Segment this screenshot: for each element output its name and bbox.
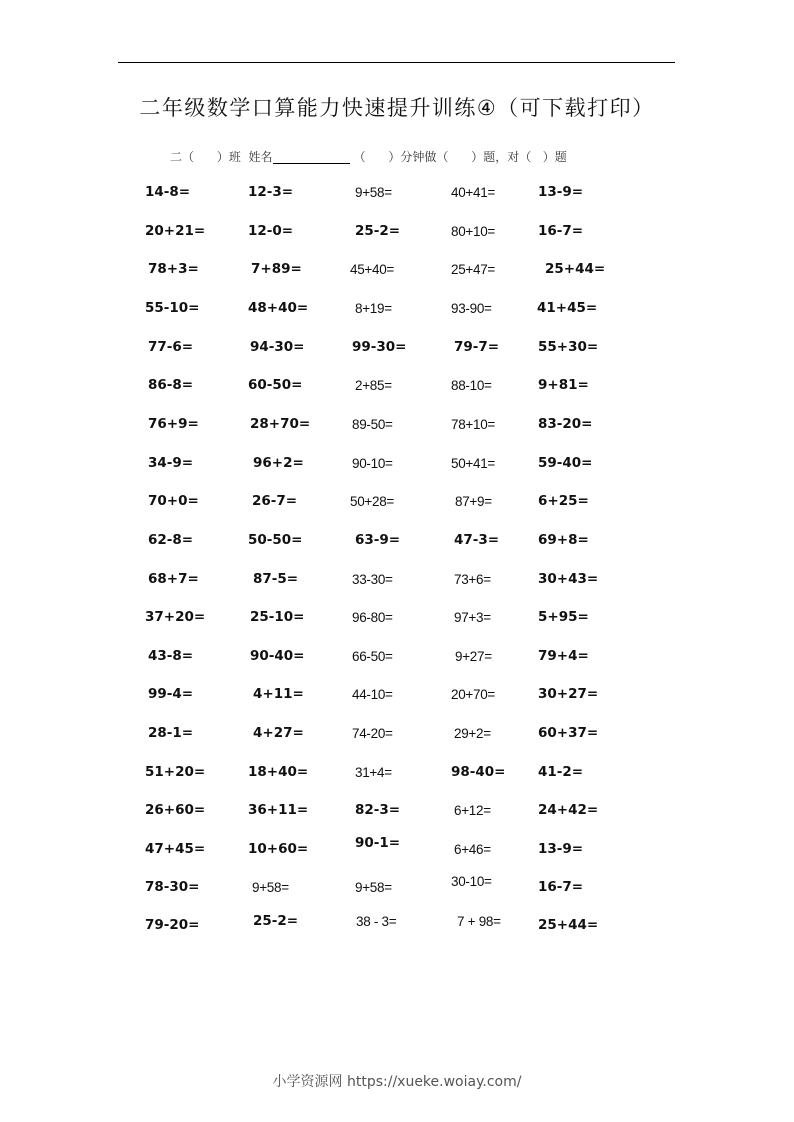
math-problem: 96-80= <box>352 610 393 625</box>
math-problem: 12-0= <box>248 223 294 239</box>
math-problem: 55+30= <box>538 339 599 355</box>
page-title: 二年级数学口算能力快速提升训练④（可下载打印） <box>139 96 655 120</box>
student-info-line <box>170 148 567 165</box>
math-problem: 66-50= <box>352 649 393 664</box>
time-score-label: （ ）分钟做（ ）题，对（ ）题 <box>353 150 567 164</box>
math-problem: 97+3= <box>454 610 491 625</box>
math-problem: 50-50= <box>248 532 303 548</box>
math-problem: 13-9= <box>538 841 584 857</box>
math-problem: 25+44= <box>545 261 606 277</box>
math-problem: 82-3= <box>355 802 401 818</box>
math-problem: 16-7= <box>538 879 584 895</box>
math-problem: 8+19= <box>355 301 392 316</box>
math-problem: 60-50= <box>248 377 303 393</box>
math-problem: 83-20= <box>538 416 593 432</box>
math-problem: 7+89= <box>251 261 302 277</box>
math-problem: 5+95= <box>538 609 589 625</box>
math-problem: 4+27= <box>253 725 304 741</box>
math-problem: 90-40= <box>250 648 305 664</box>
math-problem: 55-10= <box>145 300 200 316</box>
math-problem: 36+11= <box>248 802 309 818</box>
math-problem: 28+70= <box>250 416 311 432</box>
math-problem: 86-8= <box>148 377 194 393</box>
math-problem: 47+45= <box>145 841 206 857</box>
math-problem: 25-2= <box>253 913 299 929</box>
math-problem: 34-9= <box>148 455 194 471</box>
math-problem: 20+21= <box>145 223 206 239</box>
math-problem: 88-10= <box>451 378 492 393</box>
math-problem: 78+10= <box>451 417 495 432</box>
math-problem: 4+11= <box>253 686 304 702</box>
math-problem: 90-10= <box>352 456 393 471</box>
math-problem: 60+37= <box>538 725 599 741</box>
math-problem: 79+4= <box>538 648 589 664</box>
math-problem: 25-2= <box>355 223 401 239</box>
math-problem: 50+41= <box>451 456 495 471</box>
math-problem: 16-7= <box>538 223 584 239</box>
math-problem: 18+40= <box>248 764 309 780</box>
math-problem: 41+45= <box>537 300 598 316</box>
math-problem: 10+60= <box>248 841 309 857</box>
math-problem: 6+25= <box>538 493 589 509</box>
math-problem: 37+20= <box>145 609 206 625</box>
math-problem: 41-2= <box>538 764 584 780</box>
math-problem: 51+20= <box>145 764 206 780</box>
math-problem: 87-5= <box>253 571 299 587</box>
math-problem: 79-20= <box>145 917 200 933</box>
math-problem: 9+58= <box>355 185 392 200</box>
math-problem: 78+3= <box>148 261 199 277</box>
class-name-label: 二（ ）班 姓名 <box>170 150 273 164</box>
math-problem: 25+44= <box>538 917 599 933</box>
math-problem: 70+0= <box>148 493 199 509</box>
math-problem: 48+40= <box>248 300 309 316</box>
math-problem: 68+7= <box>148 571 199 587</box>
math-problem: 63-9= <box>355 532 401 548</box>
math-problem: 78-30= <box>145 879 200 895</box>
math-problem: 80+10= <box>451 224 495 239</box>
math-problem: 30+27= <box>538 686 599 702</box>
math-problem: 77-6= <box>148 339 194 355</box>
math-problem: 87+9= <box>455 494 492 509</box>
math-problem: 30+43= <box>538 571 599 587</box>
math-problem: 25+47= <box>451 262 495 277</box>
math-problem: 40+41= <box>451 185 495 200</box>
math-problem: 94-30= <box>250 339 305 355</box>
math-problem: 43-8= <box>148 648 194 664</box>
top-rule <box>118 62 675 63</box>
math-problem: 9+58= <box>252 880 289 895</box>
math-problem: 13-9= <box>538 184 584 200</box>
math-problem: 9+81= <box>538 377 589 393</box>
math-problem: 12-3= <box>248 184 294 200</box>
math-problem: 90-1= <box>355 835 401 851</box>
math-problem: 79-7= <box>454 339 500 355</box>
math-problem: 31+4= <box>355 765 392 780</box>
math-problem: 20+70= <box>451 687 495 702</box>
footer-watermark: 小学资源网 https://xueke.woiay.com/ <box>272 1074 522 1090</box>
math-problem: 89-50= <box>352 417 393 432</box>
math-problem: 73+6= <box>454 572 491 587</box>
math-problem: 45+40= <box>350 262 394 277</box>
name-blank[interactable] <box>273 151 350 164</box>
math-problem: 44-10= <box>352 687 393 702</box>
math-problem: 50+28= <box>350 494 394 509</box>
math-problem: 6+46= <box>454 842 491 857</box>
math-problem: 38 - 3= <box>356 914 397 929</box>
math-problem: 30-10= <box>451 874 492 889</box>
math-problem: 25-10= <box>250 609 305 625</box>
math-problem: 28-1= <box>148 725 194 741</box>
math-problem: 74-20= <box>352 726 393 741</box>
math-problem: 62-8= <box>148 532 194 548</box>
math-problem: 6+12= <box>454 803 491 818</box>
math-problem: 96+2= <box>253 455 304 471</box>
math-problem: 69+8= <box>538 532 589 548</box>
math-problem: 29+2= <box>454 726 491 741</box>
math-problem: 26-7= <box>252 493 298 509</box>
math-problem: 93-90= <box>451 301 492 316</box>
math-problem: 98-40= <box>451 764 506 780</box>
math-problem: 7 + 98= <box>457 914 501 929</box>
math-problem: 14-8= <box>145 184 191 200</box>
math-problem: 76+9= <box>148 416 199 432</box>
math-problem: 33-30= <box>352 572 393 587</box>
math-problem: 24+42= <box>538 802 599 818</box>
math-problem: 59-40= <box>538 455 593 471</box>
math-problem: 9+58= <box>355 880 392 895</box>
math-problem: 2+85= <box>355 378 392 393</box>
math-problem: 26+60= <box>145 802 206 818</box>
math-problem: 99-4= <box>148 686 194 702</box>
math-problem: 47-3= <box>454 532 500 548</box>
math-problem: 9+27= <box>455 649 492 664</box>
math-problem: 99-30= <box>352 339 407 355</box>
